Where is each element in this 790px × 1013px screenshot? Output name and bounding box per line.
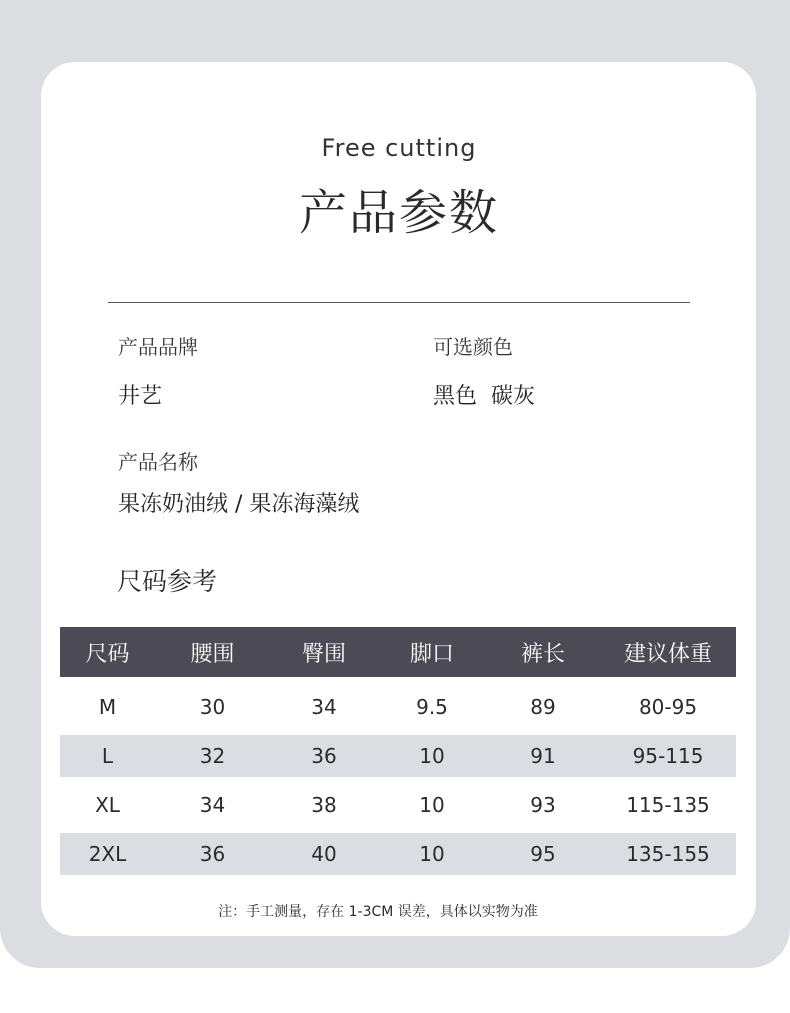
- brand-label: 产品品牌: [118, 335, 198, 359]
- table-cell: 135-155: [626, 842, 710, 866]
- table-cell: 36: [311, 744, 337, 768]
- header-cell: 尺码: [85, 641, 130, 667]
- table-cell: 95-115: [632, 744, 704, 768]
- color-label: 可选颜色: [433, 335, 513, 359]
- table-cell: L: [101, 744, 114, 768]
- table-cell: 32: [199, 744, 226, 768]
- table-cell: 95: [530, 842, 556, 866]
- table-row: [60, 686, 736, 728]
- size-table: [60, 627, 736, 875]
- table-cell: 38: [311, 793, 337, 817]
- product-name-value: 果冻奶油绒 / 果冻海藻绒: [118, 492, 360, 517]
- table-cell: 93: [530, 793, 556, 817]
- table-cell: 80-95: [638, 695, 698, 719]
- table-row: [60, 784, 736, 826]
- measurement-note: 注：手工测量，存在 1-3CM 误差，具体以实物为准: [218, 904, 538, 920]
- table-cell: 91: [530, 744, 556, 768]
- table-row: [60, 833, 736, 875]
- table-cell: 10: [419, 744, 445, 768]
- header-cell: 腰围: [190, 641, 235, 667]
- table-cell: 89: [530, 695, 556, 719]
- table-cell: 115-135: [626, 793, 710, 817]
- header-cell: 臀围: [301, 641, 346, 667]
- table-cell: 36: [199, 842, 226, 866]
- size-section-title: 尺码参考: [117, 567, 218, 596]
- table-cell: 30: [199, 695, 226, 719]
- color-value: 黑色 碳灰: [433, 384, 535, 409]
- table-cell: 40: [311, 842, 337, 866]
- table-cell: 34: [311, 695, 337, 719]
- table-cell: M: [98, 695, 117, 719]
- header-cell: 裤长: [520, 641, 565, 667]
- table-cell: XL: [95, 793, 120, 817]
- header-cell: 建议体重: [623, 641, 712, 667]
- page-title: 产品参数: [298, 185, 499, 241]
- brand-value: 井艺: [118, 384, 163, 409]
- title-divider: [108, 302, 690, 303]
- table-cell: 10: [419, 842, 445, 866]
- table-cell: 9.5: [416, 695, 448, 719]
- product-name-label: 产品名称: [118, 450, 198, 474]
- table-cell: 34: [199, 793, 226, 817]
- size-table-header: [60, 627, 736, 677]
- page-subtitle: Free cutting: [321, 134, 477, 162]
- table-row: [60, 735, 736, 777]
- table-cell: 2XL: [88, 842, 127, 866]
- header-cell: 脚口: [409, 641, 454, 667]
- table-cell: 10: [419, 793, 445, 817]
